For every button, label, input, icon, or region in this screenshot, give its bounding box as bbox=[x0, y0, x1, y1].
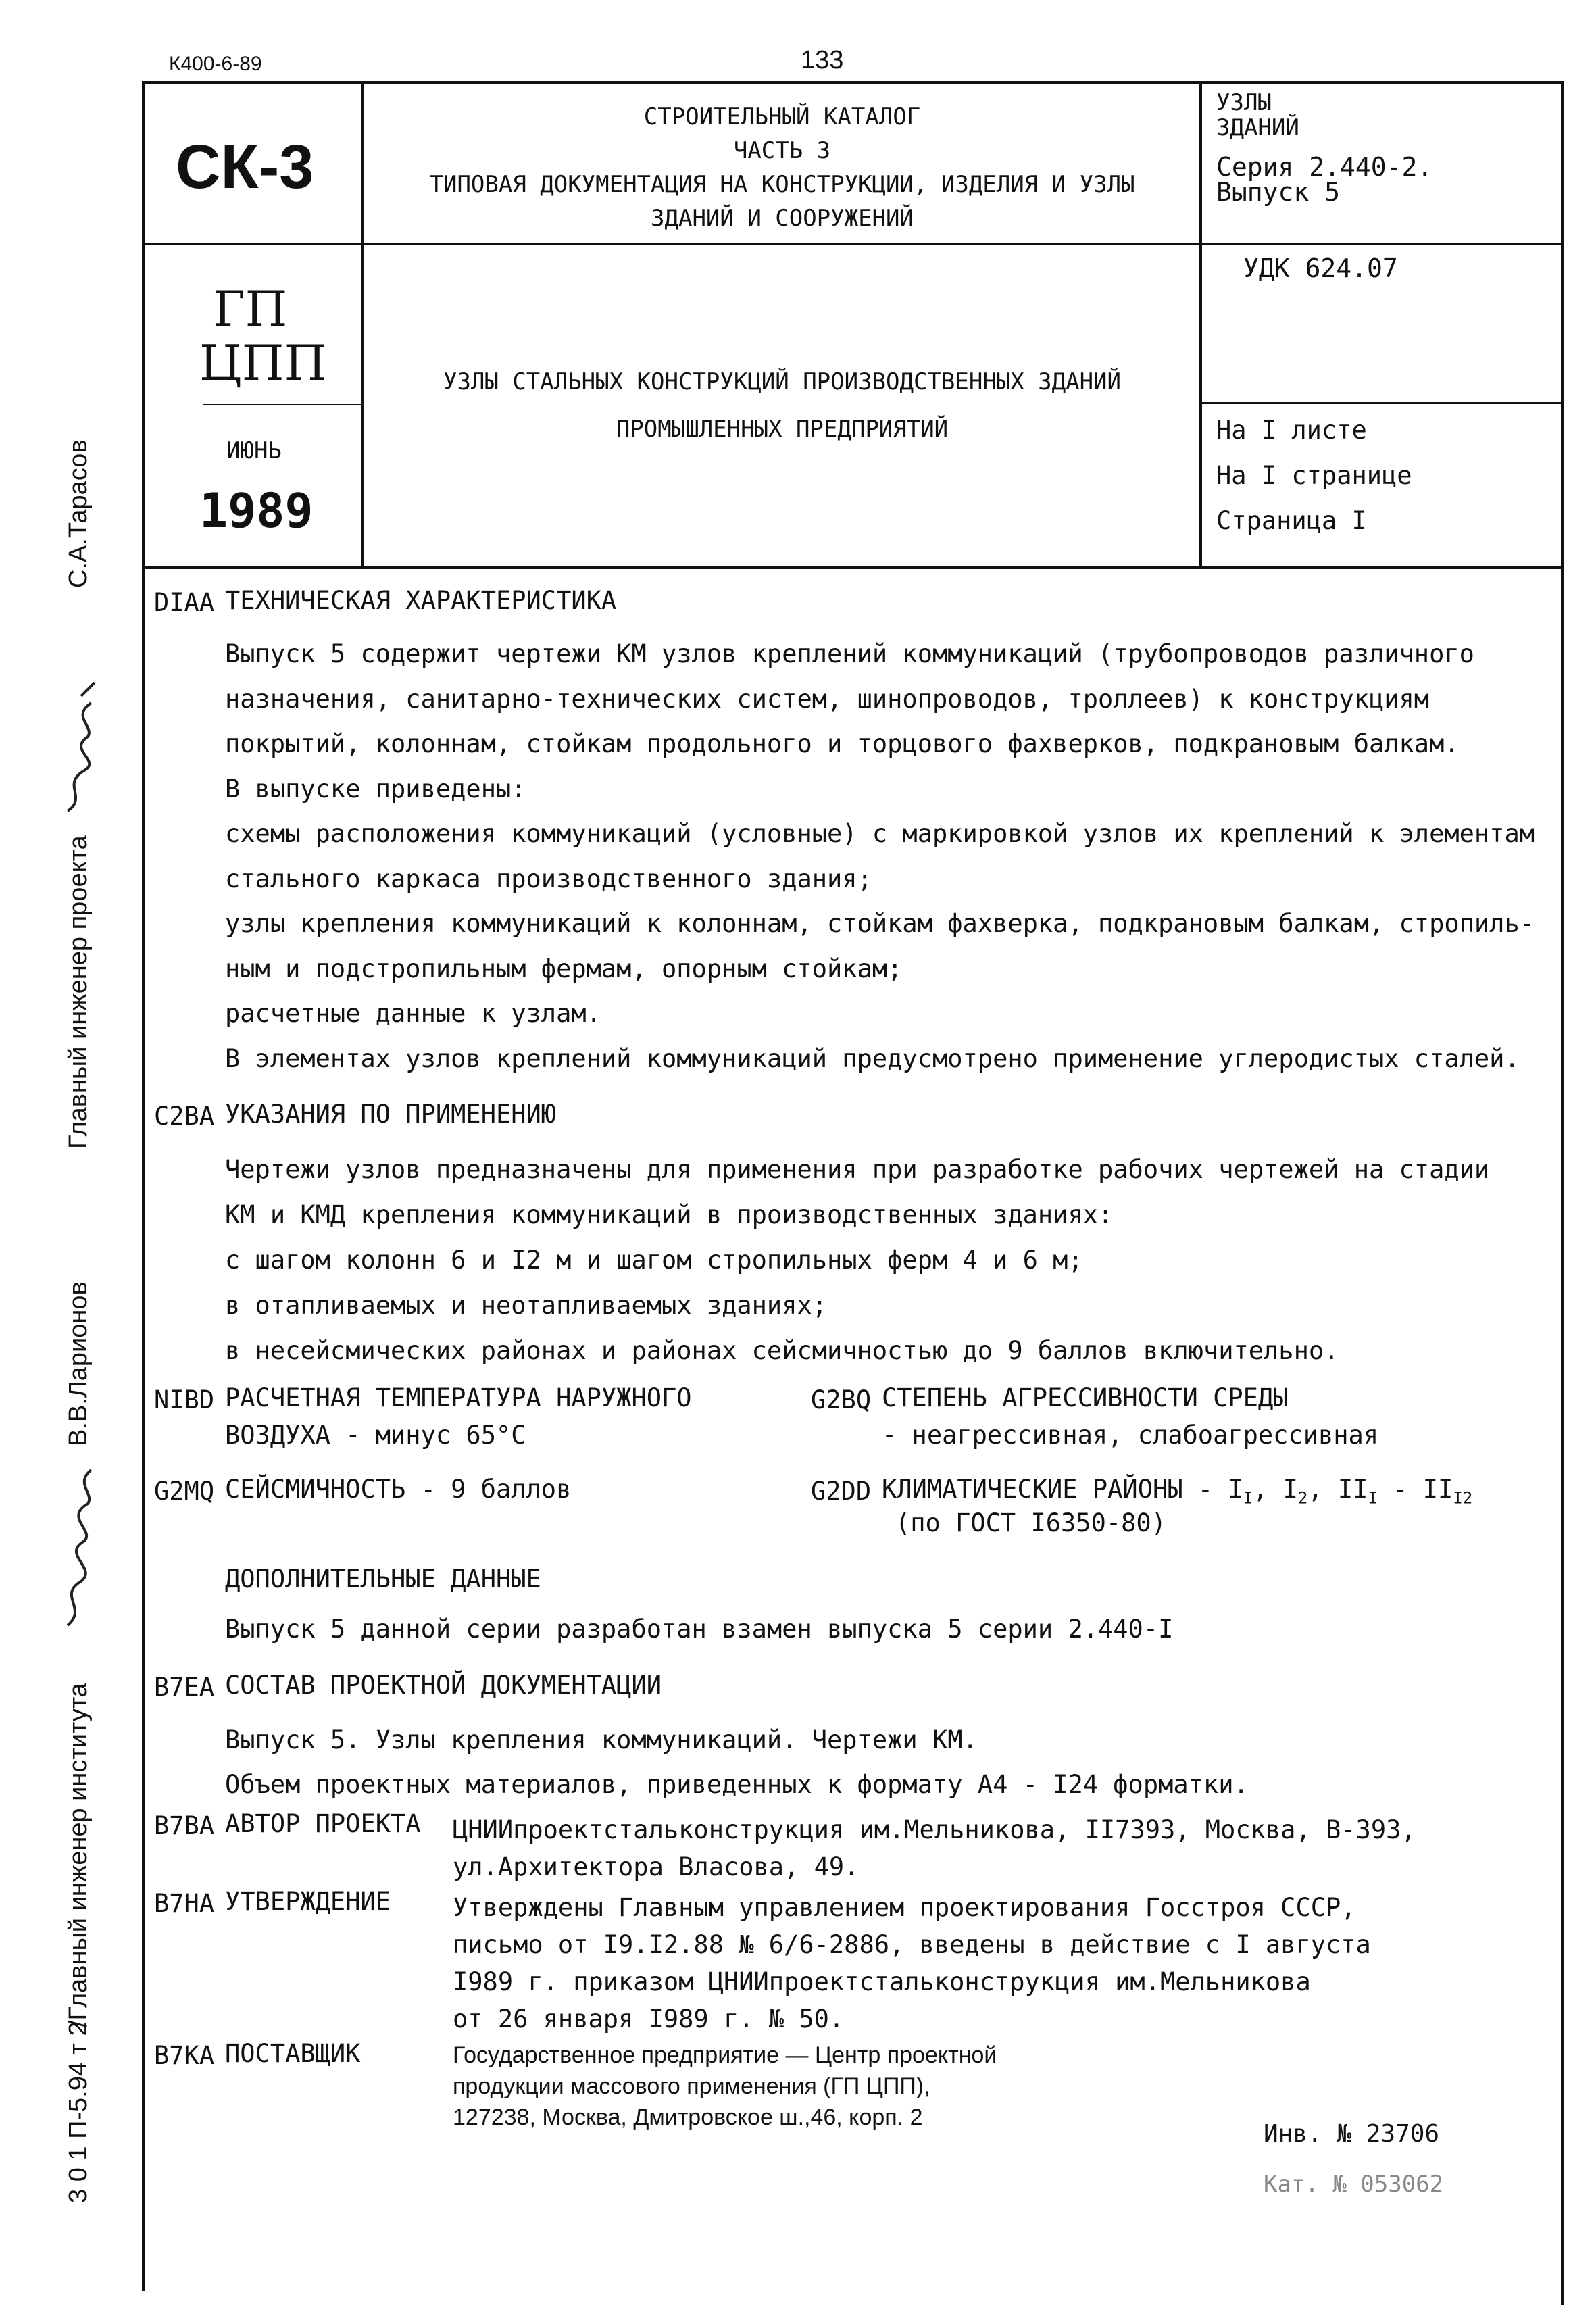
temperature-line1: РАСЧЕТНАЯ ТЕМПЕРАТУРА НАРУЖНОГО bbox=[225, 1383, 692, 1412]
section-line: ЗДАНИЙ bbox=[1216, 114, 1299, 141]
section-line: УЗЛЫ bbox=[1216, 89, 1272, 116]
heading-supplier: ПОСТАВЩИК bbox=[225, 2039, 361, 2068]
heading-extra: ДОПОЛНИТЕЛЬНЫЕ ДАННЫЕ bbox=[225, 1565, 541, 1594]
usage-body bbox=[225, 1147, 1489, 1373]
page-index: Страница I bbox=[1216, 506, 1367, 535]
text-line: покрытий, колоннам, стойкам продольного и торцового фахверков, подкрановым балкам. bbox=[225, 729, 1460, 758]
heading-composition: СОСТАВ ПРОЕКТНОЙ ДОКУМЕНТАЦИИ bbox=[225, 1671, 662, 1700]
text-line: I989 г. приказом ЦНИИпроектстальконструкция им.Мельникова bbox=[453, 1967, 1311, 1996]
seismicity-line: СЕЙСМИЧНОСТЬ - 9 баллов bbox=[225, 1475, 572, 1504]
text-line: Объем проектных материалов, приведенных к формату А4 - I24 форматки. bbox=[225, 1770, 1249, 1799]
code-approval: B7HA bbox=[154, 1889, 215, 1918]
code-tech: DIAA bbox=[154, 588, 215, 617]
text-line: Чертежи узлов предназначены для применения при разработке рабочих чертежей на стадии bbox=[225, 1155, 1490, 1184]
page-number: 133 bbox=[801, 46, 844, 74]
text-line: ЦНИИпроектстальконструкция им.Мельникова, II7393, Москва, В-393, bbox=[453, 1815, 1416, 1844]
code-seismicity: G2MQ bbox=[154, 1477, 215, 1506]
document-title-line: ПРОМЫШЛЕННЫХ ПРЕДПРИЯТИЙ bbox=[616, 416, 949, 443]
catalog-title-line: ТИПОВАЯ ДОКУМЕНТАЦИЯ НА КОНСТРУКЦИИ, ИЗДЕЛИЯ И УЗЛЫ bbox=[429, 171, 1135, 198]
catalog-number: Кат. № 053062 bbox=[1264, 2171, 1444, 2198]
sheet-count: На I листе bbox=[1216, 416, 1367, 445]
heading-tech: ТЕХНИЧЕСКАЯ ХАРАКТЕРИСТИКА bbox=[225, 586, 617, 615]
aggressiveness-line1: СТЕПЕНЬ АГРЕССИВНОСТИ СРЕДЫ bbox=[882, 1383, 1289, 1412]
catalog-title-line: СТРОИТЕЛЬНЫЙ КАТАЛОГ bbox=[643, 103, 921, 130]
sidebar-role2: /Главный инженер института bbox=[64, 1683, 93, 2027]
code-climate: G2DD bbox=[811, 1477, 872, 1506]
catalog-code: СК-3 bbox=[176, 132, 314, 201]
text-line: расчетные данные к узлам. bbox=[225, 999, 601, 1028]
heading-usage: УКАЗАНИЯ ПО ПРИМЕНЕНИЮ bbox=[225, 1100, 557, 1129]
org-line2: ЦПП bbox=[199, 335, 327, 391]
aggressiveness-line2: - неагрессивная, слабоагрессивная bbox=[882, 1421, 1379, 1450]
heading-approval: УТВЕРЖДЕНИЕ bbox=[225, 1887, 391, 1916]
code-supplier: B7KA bbox=[154, 2041, 215, 2070]
climate-line1: КЛИМАТИЧЕСКИЕ РАЙОНЫ - $I_I$, $I_2$, $II_I - II_{I2}$ bbox=[882, 1475, 1473, 1508]
page-count: На I странице bbox=[1216, 461, 1412, 490]
text-line: схемы расположения коммуникаций (условные) с маркировкой узлов их креплений к элементам bbox=[225, 819, 1535, 848]
text-line: В элементах узлов креплений коммуникаций предусмотрено применение углеродистых сталей. bbox=[225, 1043, 1520, 1073]
text-line: стального каркаса производственного здания; bbox=[225, 864, 872, 893]
text-line: с шагом колонн 6 и I2 м и шагом стропильных ферм 4 и 6 м; bbox=[225, 1246, 1083, 1275]
author-body bbox=[453, 1811, 1416, 1886]
series-label: Серия 2.440-2. bbox=[1216, 152, 1433, 182]
stamp-month: ИЮНЬ bbox=[226, 437, 282, 464]
sidebar-name2: В.В.Ларионов bbox=[64, 1281, 93, 1446]
composition-body bbox=[225, 1718, 1249, 1807]
text-line: В выпуске приведены: bbox=[225, 774, 526, 804]
climate-line2: (по ГОСТ I6350-80) bbox=[895, 1508, 1166, 1537]
climate-label: КЛИМАТИЧЕСКИЕ РАЙОНЫ - I bbox=[882, 1475, 1243, 1504]
document-title bbox=[365, 358, 1199, 453]
sidebar-name1: С.А.Тарасов bbox=[64, 439, 93, 588]
text-line: 127238, Москва, Дмитровское ш.,46, корп. 2 bbox=[453, 2104, 923, 2130]
text-line: в отапливаемых и неотапливаемых зданиях; bbox=[225, 1291, 828, 1320]
code-author: B7BA bbox=[154, 1811, 215, 1840]
issue-label: Выпуск 5 bbox=[1216, 177, 1341, 207]
signature-1 bbox=[54, 676, 108, 818]
extra-line: Выпуск 5 данной серии разработан взамен выпуска 5 серии 2.440-I bbox=[225, 1615, 1174, 1644]
heading-author: АВТОР ПРОЕКТА bbox=[225, 1809, 421, 1838]
doc-code: К400-6-89 bbox=[169, 53, 262, 75]
text-line: назначения, санитарно-технических систем, шинопроводов, троллеев) к конструкциям bbox=[225, 684, 1430, 714]
text-line: узлы крепления коммуникаций к колоннам, стойкам фахверка, подкрановым балкам, стропиль- bbox=[225, 909, 1535, 938]
org-line1: ГП bbox=[213, 280, 288, 337]
code-temperature: NIBD bbox=[154, 1385, 215, 1414]
catalog-title bbox=[365, 100, 1199, 235]
signature-2 bbox=[47, 1467, 108, 1629]
sidebar-role1: Главный инженер проекта bbox=[64, 835, 93, 1149]
catalog-title-line: ЗДАНИЙ И СООРУЖЕНИЙ bbox=[651, 205, 914, 232]
text-line: в несейсмических районах и районах сейсмичностью до 9 баллов включительно. bbox=[225, 1336, 1339, 1365]
code-aggressiveness: G2BQ bbox=[811, 1385, 872, 1414]
text-line: письмо от I9.I2.88 № 6/6-2886, введены в действие с I августа bbox=[453, 1930, 1371, 1959]
text-line: от 26 января I989 г. № 50. bbox=[453, 2004, 845, 2034]
catalog-title-line: ЧАСТЬ 3 bbox=[733, 137, 831, 164]
text-line: Государственное предприятие — Центр проектной bbox=[453, 2042, 997, 2068]
text-line: продукции массового применения (ГП ЦПП), bbox=[453, 2073, 930, 2099]
temperature-line2: ВОЗДУХА - минус 65°С bbox=[225, 1421, 526, 1450]
code-composition: B7EA bbox=[154, 1673, 215, 1702]
text-line: Выпуск 5 содержит чертежи КМ узлов креплений коммуникаций (трубопроводов различного bbox=[225, 639, 1474, 668]
text-line: ул.Архитектора Власова, 49. bbox=[453, 1852, 859, 1881]
text-line: ным и подстропильным фермам, опорным стойкам; bbox=[225, 954, 903, 983]
tech-body bbox=[225, 632, 1535, 1081]
text-line: Утверждены Главным управлением проектирования Госстроя СССР, bbox=[453, 1893, 1356, 1922]
inventory-number: Инв. № 23706 bbox=[1264, 2120, 1440, 2148]
code-usage: C2BA bbox=[154, 1102, 215, 1131]
text-line: КМ и КМД крепления коммуникаций в производственных зданиях: bbox=[225, 1200, 1114, 1229]
supplier-body bbox=[453, 2040, 997, 2133]
approval-body bbox=[453, 1889, 1371, 2038]
stamp-year: 1989 bbox=[199, 483, 314, 539]
text-line: Выпуск 5. Узлы крепления коммуникаций. Чертежи КМ. bbox=[225, 1725, 978, 1754]
udk-label: УДК 624.07 bbox=[1243, 253, 1398, 283]
sidebar-code: 3 0 1 П-5.94 т 2 bbox=[64, 2021, 93, 2203]
document-title-line: УЗЛЫ СТАЛЬНЫХ КОНСТРУКЦИЙ ПРОИЗВОДСТВЕННЫХ ЗДАНИЙ bbox=[443, 368, 1122, 395]
